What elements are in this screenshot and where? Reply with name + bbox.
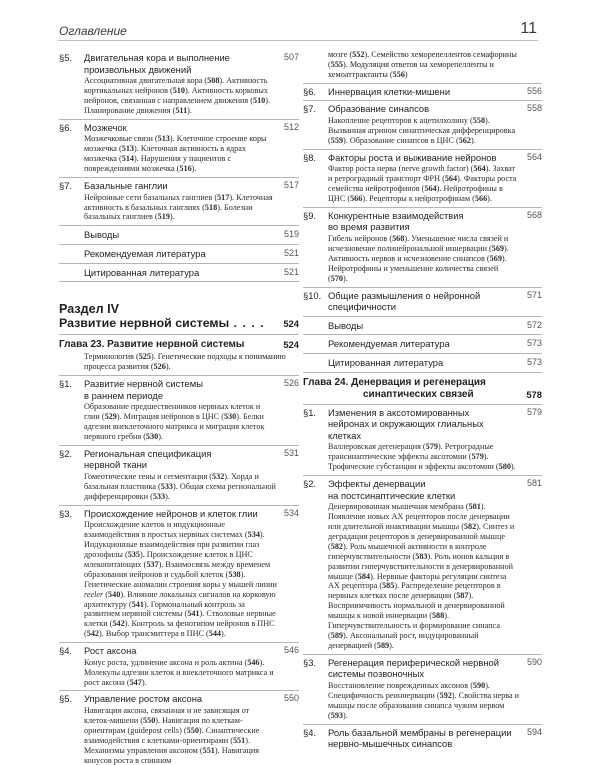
toc-entry[interactable] xyxy=(303,290,542,313)
toc-section-row[interactable] xyxy=(59,645,299,657)
section-title[interactable] xyxy=(328,290,520,313)
toc-entry[interactable] xyxy=(303,407,542,473)
toc-entry[interactable] xyxy=(59,378,299,442)
toc-entry[interactable] xyxy=(59,645,299,687)
divider xyxy=(303,372,542,373)
section-title[interactable] xyxy=(84,693,277,705)
section-title-line: во время развития xyxy=(328,221,410,233)
divider xyxy=(303,316,542,317)
section-subtopics: Конус роста, удлинение аксона и роль актина (546). Молекулы адгезии клеток и внеклеточного матрикса и рост аксона (547). xyxy=(84,657,274,687)
section-title-line: нейронах и окружающих глиальных xyxy=(328,418,484,430)
section-title[interactable] xyxy=(84,378,277,401)
section-subtopics: Ассоциативная двигательная кора (508). Активность кортикальных нейронов (510). Активность корковых нейронов, связанная с направлением движения (510). Планирование движения (511). xyxy=(84,76,271,115)
section-title[interactable] xyxy=(84,508,277,520)
divider xyxy=(303,83,542,84)
section-page-number: 564 xyxy=(526,151,542,162)
section-page-number: 571 xyxy=(526,289,542,300)
toc-entry[interactable] xyxy=(303,103,542,145)
section-page-number: 517 xyxy=(283,180,299,191)
section-number: §10. xyxy=(303,289,322,301)
toc-entry[interactable] xyxy=(303,657,542,721)
toc-entry[interactable] xyxy=(59,52,299,116)
part-title-words: Развитие нервной системы xyxy=(59,316,230,331)
section-title-line: Иннервация клетки-мишени xyxy=(328,85,451,97)
entry-page-number: 521 xyxy=(283,247,299,258)
section-title-line: клетках xyxy=(328,429,362,441)
section-number: §1. xyxy=(303,406,317,418)
toc-section-row[interactable] xyxy=(303,290,542,313)
divider xyxy=(303,654,542,655)
section-subtopics: Гибель нейронов (568). Уменьшение числа связей и исчезновение полинейрональной иннервации (569). Активность нервов и исчезновение синапсов (569). Нейротрофины и уменьшение количества связей (570). xyxy=(328,234,509,283)
toc-section-row[interactable] xyxy=(303,152,542,164)
toc-entry[interactable] xyxy=(303,152,542,204)
toc-section-row[interactable] xyxy=(59,52,299,75)
chapter-heading[interactable] xyxy=(303,377,542,401)
section-title-line: Региональная спецификация xyxy=(84,447,212,459)
divider xyxy=(59,263,299,264)
section-number: §5. xyxy=(59,52,73,63)
chapter-title[interactable] xyxy=(303,377,520,401)
section-number: §4. xyxy=(59,645,73,657)
section-page-number: 556 xyxy=(526,85,542,96)
section-title[interactable] xyxy=(84,122,277,134)
left-column xyxy=(59,50,299,765)
section-title-line: Эффекты денервации xyxy=(328,478,426,490)
entry-page-number: 519 xyxy=(283,229,299,240)
section-subtopics: Образование предшественников нервных клеток и глии (529). Миграция нейронов в ЦНС (530). Белки адгезии внеклеточного матрикса и миграция клеток нервного гребня (530). xyxy=(84,402,265,441)
toc-section-row[interactable] xyxy=(59,448,299,471)
section-title-line: системы позвоночных xyxy=(328,668,425,680)
section-title-line: Базальные ганглии xyxy=(84,180,168,192)
chapter-title-line: синаптических связей xyxy=(363,388,474,400)
section-title-line: в раннем периоде xyxy=(84,389,164,401)
divider xyxy=(59,244,299,245)
toc-entry[interactable] xyxy=(59,448,299,502)
entry-page-number: 521 xyxy=(283,266,299,277)
toc-section-row[interactable] xyxy=(59,180,299,192)
section-title-line: Регенерация периферической нервной xyxy=(328,656,499,668)
section-title-line: нервно-мышечных синапсов xyxy=(328,738,453,750)
toc-entry[interactable] xyxy=(59,693,299,765)
divider xyxy=(59,375,299,376)
section-title[interactable] xyxy=(328,478,520,501)
toc-entry[interactable] xyxy=(303,86,542,98)
toc-section-row[interactable] xyxy=(303,478,542,501)
section-title-line: Образование синапсов xyxy=(328,103,430,115)
chapter-title-line: Глава 24. Денервация и регенерация xyxy=(303,376,486,388)
toc-section-row[interactable] xyxy=(303,407,542,442)
section-title[interactable] xyxy=(328,86,520,98)
section-title-line: Происхождение нейронов и клеток глии xyxy=(84,507,258,519)
header-rule xyxy=(58,40,538,41)
toc-plain-entry[interactable] xyxy=(59,267,299,279)
section-title-line: Двигательная кора и выполнение xyxy=(84,52,230,63)
divider xyxy=(303,334,542,335)
section-title[interactable] xyxy=(328,103,520,115)
toc-entry[interactable] xyxy=(59,122,299,174)
chapter-subtopics: Терминология (525). Генетические подходы к пониманию процесса развития (526). xyxy=(84,352,286,372)
section-title-line: Развитие нервной системы xyxy=(84,377,203,389)
toc-section-row[interactable] xyxy=(59,378,299,401)
toc-entry[interactable] xyxy=(303,727,542,750)
section-number: §3. xyxy=(303,656,317,668)
chapter-heading[interactable] xyxy=(59,339,299,351)
entry-label[interactable]: Выводы xyxy=(84,229,120,241)
section-title-line: нервной ткани xyxy=(84,459,148,471)
toc-plain-entry[interactable] xyxy=(303,338,542,350)
section-page-number: 579 xyxy=(526,406,542,417)
section-title[interactable] xyxy=(84,52,277,75)
section-subtopics: Восстановление поврежденных аксонов (590). Специфичность реиннервации (592). Свойства нерва и мышцы после образования синапса чужим нервом (593). xyxy=(328,681,520,720)
section-subtopics: Мозжечковые связи (513). Клеточное строение коры мозжечка (513). Клеточная активность в ядрах мозжечка (514). Нарушения у пациентов с повреждениями мозжечка (516). xyxy=(84,134,267,174)
section-title-line: Факторы роста и выживание нейронов xyxy=(328,151,497,163)
section-subtopics: Валлеровская дегенерация (579). Ретроградные трансинаптические эффекты аксотомии (579). Трофические субстанции и эффекты аксотомии (580). xyxy=(328,442,516,472)
toc-plain-entry[interactable] xyxy=(303,357,542,369)
section-page-number: 512 xyxy=(283,121,299,132)
section-title[interactable] xyxy=(328,210,520,233)
toc-section-row[interactable] xyxy=(303,103,542,115)
entry-page-number: 573 xyxy=(526,356,542,367)
section-title[interactable] xyxy=(84,645,277,657)
section-title-line: Рост аксона xyxy=(84,645,137,657)
entry-label[interactable]: Рекомендуемая литература xyxy=(84,247,206,259)
section-subtopics: Нейронные сети базальных ганглиев (517). Клеточная активность в базальных ганглиях (518). Болезни базальных ганглиев (519). xyxy=(84,192,273,222)
divider xyxy=(59,505,299,506)
divider xyxy=(303,149,542,150)
entry-label[interactable]: Цитированная литература xyxy=(328,356,444,368)
section-title[interactable] xyxy=(84,180,277,192)
section-page-number: 568 xyxy=(526,209,542,220)
section-number: §8. xyxy=(303,151,317,163)
section-number: §2. xyxy=(303,478,317,490)
toc-plain-entry[interactable] xyxy=(59,229,299,241)
part-page-number: 524 xyxy=(283,318,299,330)
toc-entry[interactable] xyxy=(303,210,542,284)
part-label: Раздел IV xyxy=(59,302,120,317)
toc-section-row[interactable] xyxy=(303,210,542,233)
leader-dots: . . . . xyxy=(229,316,265,331)
divider xyxy=(59,445,299,446)
section-page-number: 507 xyxy=(283,52,299,62)
section-page-number: 546 xyxy=(283,645,299,656)
entry-label[interactable]: Рекомендуемая литература xyxy=(328,338,450,350)
section-number: §6. xyxy=(303,85,317,97)
section-title[interactable] xyxy=(328,727,520,750)
entry-label[interactable]: Цитированная литература xyxy=(84,266,200,278)
divider xyxy=(59,177,299,178)
right-column xyxy=(303,50,542,750)
section-subtopics: Происхождение клеток и индукционные взаимодействия в простых нервных системах (534). Индукционные взаимодействия при развитии глаз дрозофилы (535). Происхождение клеток в ЦНС млекопитающих (537). Взаимосвязь между временем образования нейронов и судьбой клеток (538). Генетические аномалии строения коры у мышей линии reeler (540). Влияние локальных сигналов на корковую архитектуру (541). Гормональный контроль за развитием нервной системы (541). Стволовые нервные клетки (542). Контроль за фенотипом нейронов в ПНС (542). Выбор трансмиттера в ПНС (544). xyxy=(84,520,277,639)
section-page-number: 590 xyxy=(526,656,542,667)
section-page-number: 594 xyxy=(526,726,542,737)
section-number: §1. xyxy=(59,377,73,389)
section-page-number: 581 xyxy=(526,478,542,489)
toc-section-row[interactable] xyxy=(303,86,542,98)
toc-section-row[interactable] xyxy=(59,693,299,705)
section-number: §7. xyxy=(59,180,73,192)
section-number: §3. xyxy=(59,507,73,519)
section-title-line: Роль базальной мембраны в регенерации xyxy=(328,726,512,738)
section-page-number: 550 xyxy=(283,693,299,704)
section-title-line: специфичности xyxy=(328,301,397,313)
section-title-line: Общие размышления о нейронной xyxy=(328,289,481,301)
section-subtopics: Денервированная мышечная мембрана (581). Появление новых АХ рецепторов после денервации или длительной инактивации мышцы (582). Синтез и деградация рецепторов в денервированной мышце (582). Роль мышечной активности в контроле гиперчувствительности (583). Роль ионов кальция в развитии гиперчувствительности в денервированной мышце (584). Нервные факторы регуляции синтеза АХ рецептора (585). Распределение рецепторов в нервных клетках после денервации (587). Восприимчивость нормальной и денервированной мышцы к новой иннервации (588). Гиперчувствительность и формирование синапса (589). Аксональный рост, индуцированный денервацией (589). xyxy=(328,502,515,650)
divider xyxy=(303,404,542,405)
section-title[interactable] xyxy=(328,407,520,442)
section-title[interactable] xyxy=(84,448,277,471)
part-title-text[interactable] xyxy=(59,316,277,331)
divider xyxy=(59,642,299,643)
section-page-number: 526 xyxy=(283,377,299,388)
entry-page-number: 572 xyxy=(526,319,542,330)
section-title-line: Изменения в аксотомированных xyxy=(328,406,470,418)
divider xyxy=(303,287,542,288)
section-title[interactable] xyxy=(328,152,520,164)
section-number: §9. xyxy=(303,209,317,221)
toc-section-row[interactable] xyxy=(59,508,299,520)
toc-section-row[interactable] xyxy=(59,122,299,134)
section-subtopics: Накопление рецепторов к ацетилхолину (558). Вызванная агрином синаптическая дифференцировка (559). Образование синапсов в ЦНС (562). xyxy=(328,115,516,145)
entry-label[interactable]: Выводы xyxy=(328,319,364,331)
divider xyxy=(59,225,299,226)
divider xyxy=(59,334,299,335)
section-subtopics: Фактор роста нерва (nerve growth factor) (564). Захват и ретроградный транспорт ФРН (564). Факторы роста семейства нейротрофинов (564). Нейротрофины в ЦНС (566). Рецепторы к нейротрофинам (566). xyxy=(328,164,517,203)
section-title-line: произвольных движений xyxy=(84,63,192,75)
divider xyxy=(303,353,542,354)
divider xyxy=(303,724,542,725)
toc-plain-entry[interactable] xyxy=(59,248,299,260)
part-title[interactable] xyxy=(59,316,299,331)
section-title-line: Конкурентные взаимодействия xyxy=(328,209,464,221)
section-number: §5. xyxy=(59,693,73,705)
divider xyxy=(59,119,299,120)
toc-section-row[interactable] xyxy=(303,657,542,680)
running-header-title: Оглавление xyxy=(59,24,127,38)
divider xyxy=(303,475,542,476)
section-title-line: Мозжечок xyxy=(84,121,127,133)
toc-entry[interactable] xyxy=(303,478,542,651)
section-number: §2. xyxy=(59,447,73,459)
chapter-page-number: 578 xyxy=(526,388,542,400)
toc-entry[interactable] xyxy=(59,508,299,639)
divider xyxy=(303,100,542,101)
page-number: 11 xyxy=(520,20,537,37)
chapter-title[interactable]: Глава 23. Развитие нервной системы xyxy=(59,339,245,351)
section-subtopics: Навигация аксона, связанная и не зависящая от клеток-мишени (550). Навигация по клеткам-ориентирам (guidepost cells) (550). Синаптические взаимодействия с клетками-ориентирами (551). Механизмы управления аксоном (551). Навигация конусов роста в спинном xyxy=(84,706,260,765)
chapter-page-number: 524 xyxy=(283,339,299,351)
section-subtopics: Гомеотические гены и сегментация (532). Хорда и базальная пластинка (533). Общая схема региональной дифференцировки (533). xyxy=(84,471,276,501)
section-title-line: Управление ростом аксона xyxy=(84,693,203,705)
section-title[interactable] xyxy=(328,657,520,680)
toc-section-row[interactable] xyxy=(303,727,542,750)
section-page-number: 558 xyxy=(526,103,542,114)
section-number: §4. xyxy=(303,726,317,738)
toc-entry[interactable] xyxy=(59,180,299,222)
section-number: §7. xyxy=(303,103,317,115)
section-title-line: на постсинаптические клетки xyxy=(328,489,456,501)
divider xyxy=(303,207,542,208)
entry-page-number: 573 xyxy=(526,338,542,349)
divider xyxy=(59,281,299,282)
section-page-number: 531 xyxy=(283,447,299,458)
continued-subtopics: мозге (552). Семейство хеморепеллентов семафорины (555). Модуляция ответов на хеморепелленты и хемоаттрактанты (556) xyxy=(328,50,517,79)
section-page-number: 534 xyxy=(283,507,299,518)
divider xyxy=(59,690,299,691)
toc-plain-entry[interactable] xyxy=(303,320,542,332)
section-number: §6. xyxy=(59,121,73,133)
